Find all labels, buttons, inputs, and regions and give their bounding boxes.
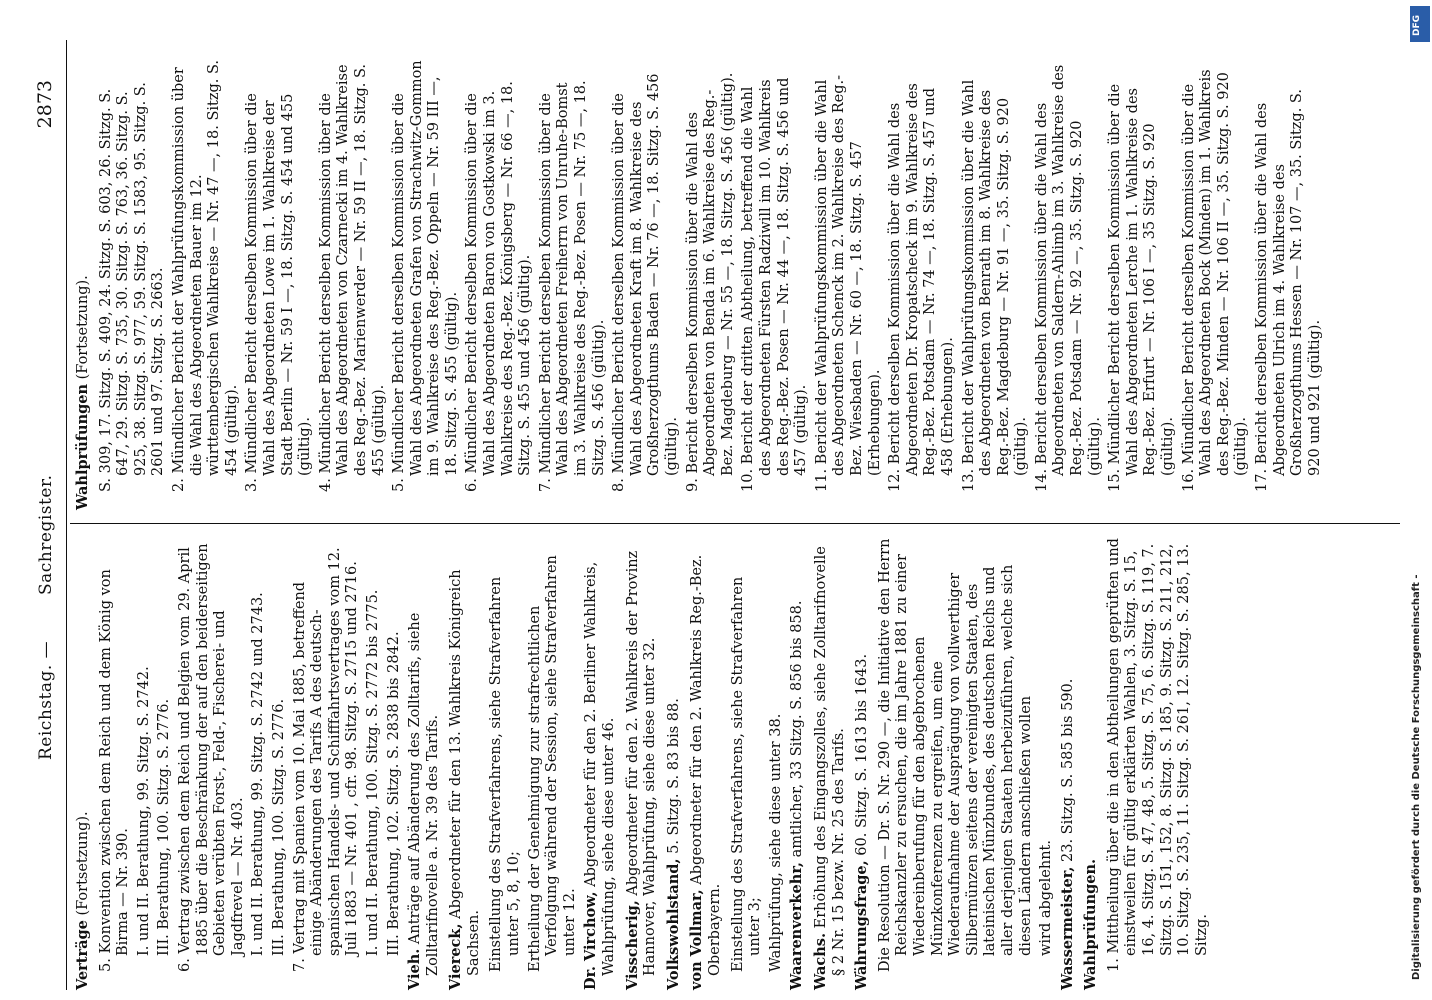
entry-keyword: Wachs. [811, 932, 829, 990]
entry-text: 4. Mündlicher Bericht derselben Kommission über die Wahl des Abgeordneten von Czarnecki im 4. Wahlkreise des Reg.-Bez. Marienwerder — Nr. 59 II —, 18. Sitzg. S. 455 (gültig). [317, 63, 387, 492]
index-subentry [98, 535, 133, 990]
entry-text: 5. Sitzg. S. 83 bis 88. [665, 698, 682, 859]
index-subentry [1038, 535, 1056, 990]
index-subentry [740, 60, 810, 510]
index-entry [74, 535, 93, 990]
index-subentry [527, 535, 580, 990]
entry-text: 1. Mittheilung über die in den Abtheilungen geprüften und einstweilen für gültig erklärten Wahlen, 3. Sitzg. S. 15, 16, 4. Sitzg. S. 47, 48, 5. Sitzg. S. 75, 6. Sitzg. S. 119, 7. Sitzg. S. 151, 152, 8. Sitzg. S. 185, 9. Sitzg. S. 211, 212, 10. Sitzg. S. 235, 11. Sitzg. S. 261, 12. Sitzg. S. 285, 13. Sitzg. [1105, 538, 1210, 972]
page-number: 2873 [34, 80, 56, 129]
index-entry [1082, 535, 1101, 990]
entry-text: 13. Bericht der Wahlprüfungskommission über die Wahl des Abgeordneten von Benrath im 8. Wahlkreise des Reg.-Bez. Magdeburg — Nr. 91 —, 35. Sitzg. S. 920 (gültig). [960, 79, 1030, 492]
left-column [74, 535, 1400, 990]
entry-text: Abgeordneter für den 13. Wahlkreis Königreich Sachsen. [448, 569, 482, 976]
entry-text: 14. Bericht derselben Kommission über die Wahl des Abgeordneten von Saldern-Ahlimb im 3. Wahlkreise des Reg.-Bez. Potsdam — Nr. 92 —, 35. Sitzg. S. 920 (gültig). [1033, 64, 1103, 492]
index-subentry [1034, 60, 1104, 510]
index-subentry [292, 535, 362, 990]
index-subentry [464, 60, 534, 510]
entry-text: 60. Sitzg. S. 1613 bis 1643. [854, 653, 871, 861]
entry-text: 3. Mündlicher Bericht derselben Kommission über die Wahl des Abgeordneten Lowe im 1. Wahlkreise der Stadt Berlin — Nr. 59 I —, 18. Sitzg. S. 454 und 455 (gültig). [244, 93, 314, 492]
index-subentry [1254, 60, 1324, 510]
index-subentry [877, 535, 1035, 990]
entry-text: Ertheilung der Genehmigung zur strafrechtlichen Verfolgung während der Session, siehe Strafverfahren unter 12. [526, 555, 578, 972]
index-subentry [685, 60, 738, 510]
stamp-text: Digitalisierung gefördert durch die Deutsche Forschungsgemeinschaft - [1411, 574, 1422, 980]
entry-text: 6. Mündlicher Bericht derselben Kommission über die Wahl des Abgeordneten Baron von Gostkowski im 3. Wahlkreise des Reg.-Bez. Königsberg — Nr. 66 —, 18. Sitzg. S. 455 und 456 (gültig). [464, 81, 534, 492]
entry-text: 17. Bericht derselben Kommission über die Wahl des Abgeordneten Ulrich im 4. Wahlkreise des Großherzogthums Hessen — Nr. 107 —, 35. Sitzg. S. 920 und 921 (gültig). [1254, 89, 1323, 492]
entry-text: Wahlprüfung, siehe diese unter 38. [767, 713, 784, 972]
entry-text: I. und II. Berathung, 99. Sitzg. S. 2742. [135, 666, 152, 956]
entry-text: wird abgelehnt. [1038, 840, 1055, 956]
index-entry [788, 535, 807, 990]
entry-keyword: Viereck, [447, 923, 465, 990]
entry-text: 8. Mündlicher Bericht derselben Kommission über die Wahl des Abgeordneten Kraft im 8. Wahlkreise des Großherzogthums Baden — Nr. 76 —, 18. Sitzg. S. 456 (gültig). [611, 73, 680, 492]
entry-text: Einstellung des Strafverfahrens, siehe Strafverfahren unter 3; [729, 576, 764, 972]
index-subentry [156, 535, 174, 990]
entry-keyword: Verträge [74, 920, 91, 990]
index-entry [812, 535, 848, 990]
right-column [74, 60, 1400, 510]
entry-text: III. Berathung, 102. Sitzg. S. 2838 bis 2842. [385, 631, 402, 956]
entry-keyword: Dr. Virchow, [582, 891, 600, 990]
entry-text: Abgeordneter für den 2. Wahlkreis Reg.-Bez. Oberbayern. [689, 554, 723, 976]
index-subentry [1181, 60, 1251, 510]
running-head-right: Sachregister. [36, 474, 56, 595]
entry-text: Anträge auf Abänderung des Zolltarifs, siehe Zolltarifnovelle a. Nr. 39 des Tarifs. [407, 612, 441, 976]
index-subentry [365, 535, 383, 990]
entry-text: (Fortsetzung). [75, 811, 91, 921]
index-subentry [177, 535, 247, 990]
entry-text: 16. Mündlicher Bericht derselben Kommission über die Wahl des Abgeordneten Bock (Minden) im 1. Wahlkreis des Reg.-Bez. Minden — Nr. 106 II —, 35. Sitzg. S. 920 (gültig). [1180, 69, 1250, 492]
index-entry [406, 535, 442, 990]
digitization-stamp [1408, 20, 1426, 980]
index-subentry [250, 535, 268, 990]
rotated-page [30, 40, 1400, 990]
entry-text: I. und II. Berathung, 99. Sitzg. S. 2742 und 2743. [250, 592, 267, 956]
entry-text: 7. Vertrag mit Spanien vom 10. Mai 1885, betreffend einige Abänderungen des Tarifs A des deutsch-spanischen Handels- und Schifffahrtsvertrages vom 12. Juli 1883 — Nr. 401 , cfr. 98. Sitzg. S. 2715 und 2716. [291, 547, 361, 972]
running-head [30, 40, 70, 990]
entry-keyword: Vieh. [406, 948, 424, 990]
index-entry [582, 535, 618, 990]
entry-text: Einstellung des Strafverfahrens, siehe Strafverfahren unter 5, 8, 10; [488, 576, 523, 972]
entry-text: 15. Mündlicher Bericht derselben Kommission über die Wahl des Abgeordneten Lerche im 1. Wahlkreise des Reg.-Bez. Erfurt — Nr. 106 I —, 35 Sitzg. S. 920 (gültig). [1107, 83, 1177, 492]
index-subentry [611, 60, 681, 510]
header-rule [66, 40, 67, 990]
index-entry [447, 535, 483, 990]
entry-keyword: Wahlprüfungen [74, 383, 91, 510]
entry-text: 2. Mündlicher Bericht der Wahlprüfungskommission über die Wahl des Abgeordneten Bauer im 12. württembergischen Wahlkreise — Nr. 47 —, 18. Sitzg. S. 454 (gültig). [170, 59, 240, 492]
index-subentry [730, 535, 765, 990]
index-subentry [271, 535, 289, 990]
index-entry [853, 535, 872, 990]
entry-text: I. und II. Berathung, 100. Sitzg. S. 2772 bis 2775. [364, 589, 381, 956]
index-entry [688, 535, 724, 990]
index-subentry [386, 535, 404, 990]
index-entry [74, 60, 93, 510]
index-subentry [887, 60, 957, 510]
entry-keyword: von Vollmar, [688, 889, 706, 990]
index-entry [624, 535, 660, 990]
entry-text: Abgeordneter für den 2. Berliner Wahlkreis, Wahlprüfung, siehe diese unter 46. [583, 561, 618, 976]
entry-text: Erhöhung des Eingangszolles, siehe Zolltarifnovelle § 2 Nr. 15 bezw. Nr. 25 des Tarifs. [812, 546, 847, 976]
entry-text: III. Berathung, 100. Sitzg. S. 2776. [156, 698, 173, 956]
index-subentry [961, 60, 1031, 510]
column-divider [70, 523, 1400, 524]
entry-keyword: Visscherig, [623, 900, 641, 990]
entry-text: 10. Bericht der dritten Abtheilung, betreffend die Wahl des Abgeordneten Fürsten Radziwill im 10. Wahlkreis des Reg.-Bez. Posen — Nr. 44 —, 18. Sitzg. S. 456 und 457 (gültig). [740, 77, 810, 492]
index-entry [1059, 535, 1078, 990]
index-subentry [171, 60, 241, 510]
entry-text: 9. Bericht derselben Kommission über die Wahl des Abgeordneten von Benda im 6. Wahlkreise des Reg.-Bez. Magdeburg — Nr. 55 —, 18. Sitzg. S. 456 (gültig). [684, 72, 736, 492]
entry-text: 11. Bericht der Wahlprüfungskommission über die Wahl des Abgeordneten Schenck im 2. Wahlkreise des Reg.-Bez. Wiesbaden — Nr. 60 —, 18. Sitzg. S. 457 (Erhebungen). [813, 74, 883, 492]
index-entry [665, 535, 684, 990]
entry-keyword: Währungsfrage, [853, 860, 871, 990]
index-subentry [814, 60, 884, 510]
entry-text: 7. Mündlicher Bericht derselben Kommission über die Wahl des Abgeordneten Freiherrn von Unruhe-Bomst im 3. Wahlkreise des Reg.-Bez. Posen — Nr. 75 —, 18. Sitzg. S. 456 (gültig). [537, 80, 607, 492]
entry-text: 6. Vertrag zwischen dem Reich und Belgien vom 29. April 1885 über die Beschränkung der auf den beiderseitigen Gebieten verübten Forst-, Feld-, Fischerei- und Jagdfrevel — Nr. 403. [176, 543, 246, 972]
index-subentry [98, 60, 168, 510]
entry-text: (Fortsetzung). [75, 275, 91, 384]
dfg-logo: DFG [1410, 6, 1430, 42]
entry-keyword: Waarenverkehr, [788, 862, 806, 990]
entry-text: 23. Sitzg. S. 585 bis 590. [1059, 678, 1076, 867]
entry-text: 5. Mündlicher Bericht derselben Kommission über die Wahl des Abgeordneten Grafen von Strachwitz-Gommon im 9. Wahlkreise des Reg.-Bez. Oppeln — Nr. 59 III —, 18. Sitzg. S. 455 (gültig). [391, 60, 460, 492]
entry-text: 12. Bericht derselben Kommission über die Wahl des Abgeordneten Dr. Kropatscheck im 9. Wahlkreise des Reg.-Bez. Potsdam — Nr. 74 —, 18. Sitzg. S. 457 und 458 (Erhebungen). [887, 83, 956, 492]
index-subentry [136, 535, 154, 990]
entry-text: S. 309, 17. Sitzg. S. 409, 24. Sitzg. S. 603, 26. Sitzg. S. 647, 29. Sitzg. S. 735, 30. Sitzg. S. 763, 36. Sitzg. S. 925, 38. Sitzg. S. 977, 59. Sitzg. S. 1583, 95. Sitzg. S. 2601 und 97. Sitzg. S. 2663. [97, 82, 167, 492]
entry-text: Die Resolution — Dr. S. Nr. 290 —, die Initiative den Herrn Reichskanzler zu ersuchen, die im Jahre 1881 zu einer Wiedereinberufung für den abgebrochenen Münzkonferenzen zu ergreifen, um eine Wiederaufnahme der Ausprägung von vollwerthiger Silbermünzen seitens der vereinigten Staaten, des lateinischen Münzbundes, des deutschen Reichs und aller derjenigen Staaten herbeizuführen, welche sich diesen Ländern anschließen wollen [876, 538, 1034, 972]
entry-text: III. Berathung, 100. Sitzg. S. 2776. [270, 698, 287, 956]
index-subentry [1106, 535, 1212, 990]
entry-text: 5. Konvention zwischen dem Reich und dem König von Birma — Nr. 390. [97, 569, 132, 972]
index-subentry [318, 60, 388, 510]
entry-keyword: Wahlprüfungen. [1082, 858, 1100, 990]
entry-text: Abgeordneter für den 2. Wahlkreis der Provinz Hannover, Wahlprüfung, siehe diese unter 32. [624, 550, 659, 976]
running-head-left: Reichstag. — [36, 640, 56, 760]
entry-text: amtlicher, 33 Sitzg. S. 856 bis 858. [789, 600, 806, 863]
index-subentry [1107, 60, 1177, 510]
entry-keyword: Volkswohlstand, [664, 858, 682, 990]
index-subentry [244, 60, 314, 510]
index-subentry [538, 60, 608, 510]
entry-keyword: Wassermeister, [1058, 866, 1076, 990]
index-subentry [391, 60, 461, 510]
index-subentry [488, 535, 523, 990]
index-subentry [768, 535, 786, 990]
